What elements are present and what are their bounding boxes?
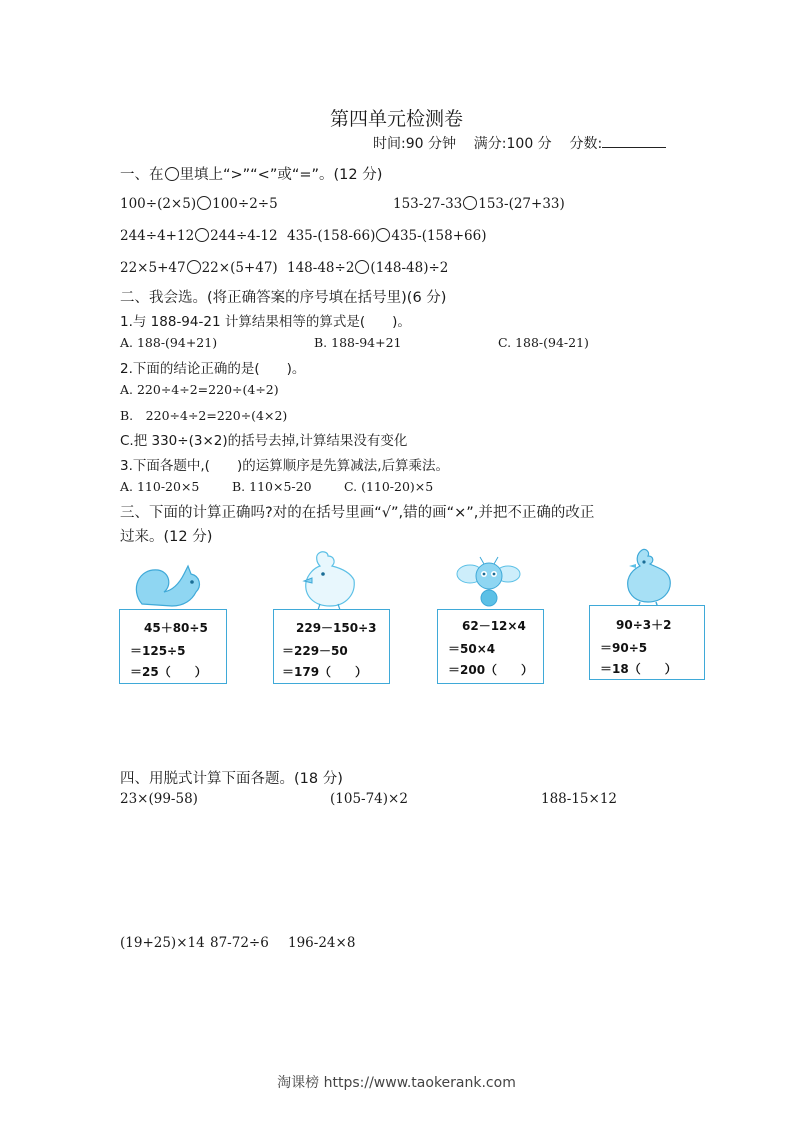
circle-icon [165, 167, 179, 181]
compare-circle[interactable] [376, 228, 390, 242]
section1-heading [120, 163, 382, 184]
compare-circle[interactable] [463, 196, 477, 210]
exam-meta [373, 133, 666, 153]
calc-problem-2: (105-74)×2 [330, 791, 408, 807]
expr-right: 435-(158+66) [391, 228, 487, 244]
option-a[interactable]: A. 110-20×5 [120, 479, 200, 494]
calc-problem-4: (19+25)×14 [120, 935, 205, 951]
option-c[interactable]: C. 188-(94-21) [498, 335, 589, 350]
calc-line-2: ＝90÷5 [600, 641, 648, 655]
compare-circle[interactable] [197, 196, 211, 210]
calc-line-1: 229－150÷3 [296, 621, 377, 635]
calc-box-1 [119, 609, 227, 684]
expr-left: 148-48÷2 [287, 260, 355, 276]
calc-line-3[interactable]: ＝25（ ） [130, 665, 207, 679]
section1-heading-post: 里填上“>”“<”或“=”。(12 分) [179, 167, 383, 183]
page-title: 第四单元检测卷 [329, 108, 463, 130]
footer-watermark: 淘课榜 https://www.taokerank.com [277, 1075, 516, 1091]
expr-right: 153-(27+33) [478, 196, 565, 212]
calc-line-3[interactable]: ＝200（ ） [448, 663, 534, 677]
compare-circle[interactable] [195, 228, 209, 242]
expr-right: 100÷2÷5 [212, 196, 278, 212]
section4-heading: 四、用脱式计算下面各题。(18 分) [120, 771, 343, 787]
option-c[interactable]: C.把 330÷(3×2)的括号去掉,计算结果没有变化 [120, 433, 408, 449]
question-2-1: 1.与 188-94-21 计算结果相等的算式是( )。 [120, 314, 411, 330]
section2-heading: 二、我会选。(将正确答案的序号填在括号里)(6 分) [120, 290, 447, 306]
expr-right: 244÷4-12 [210, 228, 278, 244]
compare-circle[interactable] [187, 260, 201, 274]
calc-line-2: ＝125÷5 [130, 644, 186, 658]
bee-picture [456, 556, 522, 610]
section3-heading-line1: 三、下面的计算正确吗?对的在括号里画“√”,错的画“×”,并把不正确的改正 [120, 505, 595, 521]
calc-box-4 [589, 605, 705, 680]
calc-problem-6: 196-24×8 [288, 935, 356, 951]
calc-problem-5: 87-72÷6 [210, 935, 269, 951]
option-b[interactable]: B. 188-94+21 [314, 335, 402, 350]
compare-circle[interactable] [355, 260, 369, 274]
chick-picture [298, 550, 360, 610]
expr-left: 153-27-33 [393, 196, 463, 212]
option-c[interactable]: C. (110-20)×5 [344, 479, 434, 494]
rooster-picture [620, 548, 676, 608]
section3-heading-line2: 过来。(12 分) [120, 529, 213, 545]
calc-line-3[interactable]: ＝179（ ） [282, 665, 368, 679]
question-2-3: 3.下面各题中,( )的运算顺序是先算减法,后算乘法。 [120, 458, 449, 474]
question-2-2: 2.下面的结论正确的是( )。 [120, 361, 306, 377]
compare-item-1b [393, 196, 565, 212]
expr-left: 100÷(2×5) [120, 196, 197, 212]
option-b[interactable]: B. 110×5-20 [232, 479, 312, 494]
option-a[interactable]: A. 188-(94+21) [120, 335, 218, 350]
calc-box-2 [273, 609, 390, 684]
compare-item-2a [120, 228, 278, 244]
option-b[interactable]: B. 220÷4÷2=220÷(4×2) [120, 408, 288, 423]
compare-item-1a [120, 196, 278, 212]
expr-left: 22×5+47 [120, 260, 186, 276]
calc-problem-1: 23×(99-58) [120, 791, 198, 807]
squirrel-picture [128, 560, 208, 612]
compare-item-2b [287, 228, 487, 244]
time-limit: 时间:90 分钟 [373, 136, 456, 152]
compare-item-3a [120, 260, 278, 276]
calc-line-1: 62－12×4 [462, 619, 526, 633]
calc-box-3 [437, 609, 544, 684]
expr-right: (148-48)÷2 [370, 260, 449, 276]
expr-left: 435-(158-66) [287, 228, 376, 244]
calc-line-1: 90÷3＋2 [616, 618, 672, 632]
expr-left: 244÷4+12 [120, 228, 195, 244]
score-blank[interactable] [602, 135, 666, 148]
full-score: 满分:100 分 [473, 136, 552, 152]
calc-problem-3: 188-15×12 [541, 791, 617, 807]
calc-line-2: ＝50×4 [448, 642, 496, 656]
option-a[interactable]: A. 220÷4÷2=220÷(4÷2) [120, 382, 279, 397]
calc-line-3[interactable]: ＝18（ ） [600, 662, 677, 676]
calc-line-2: ＝229－50 [282, 644, 348, 658]
calc-line-1: 45＋80÷5 [144, 621, 208, 635]
expr-right: 22×(5+47) [201, 260, 278, 276]
score-label: 分数: [569, 136, 603, 152]
compare-item-3b [287, 260, 448, 276]
section1-heading-pre: 一、在 [120, 167, 164, 183]
